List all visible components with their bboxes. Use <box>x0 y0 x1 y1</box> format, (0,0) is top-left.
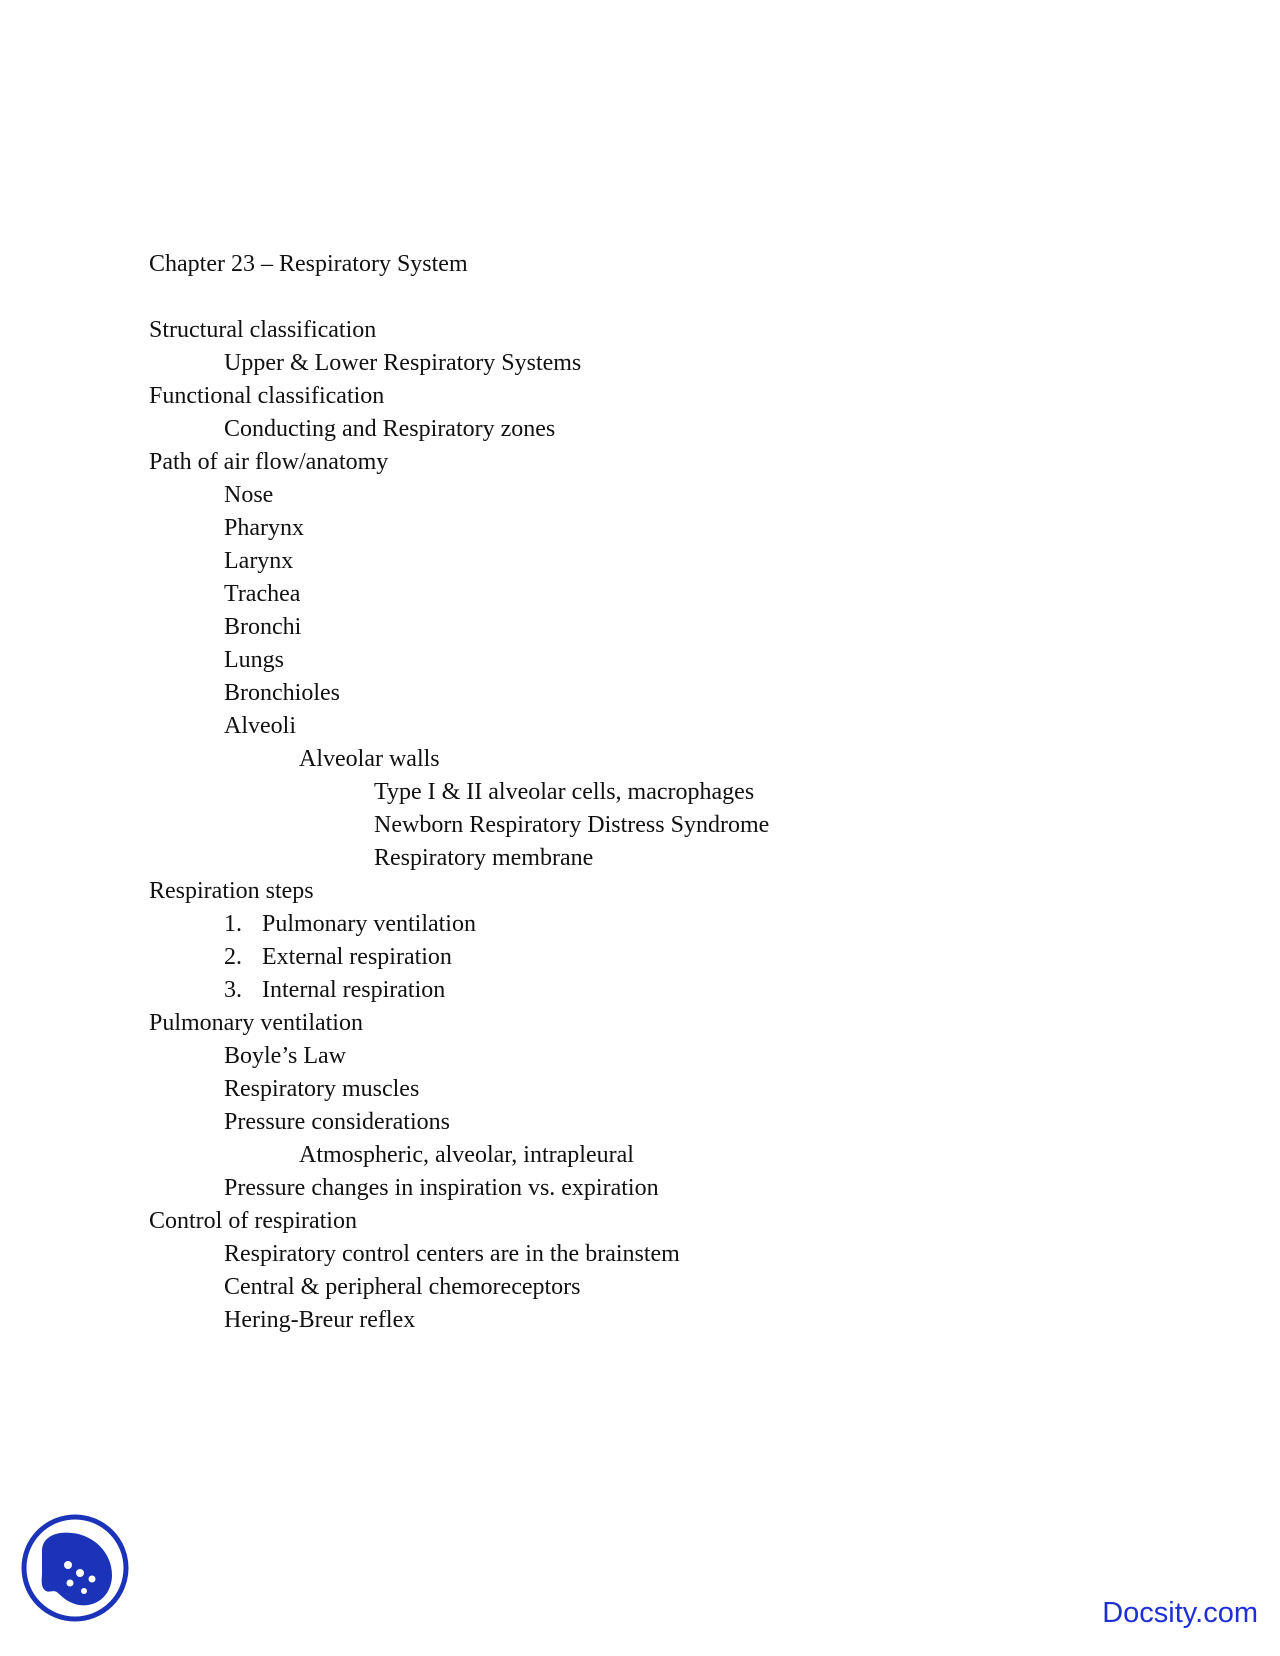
outline-item-text: Respiratory membrane <box>374 845 594 871</box>
outline-item <box>149 1040 769 1073</box>
outline-item-text: Pressure changes in inspiration vs. expiration <box>224 1175 659 1201</box>
docsity-brand-link[interactable]: Docsity.com <box>1102 1597 1258 1629</box>
outline-item <box>149 1007 769 1040</box>
outline-item <box>149 446 769 479</box>
outline-item-text: Pressure considerations <box>224 1109 450 1135</box>
outline-item <box>149 1205 769 1238</box>
outline-item-text: External respiration <box>262 944 452 970</box>
outline-item <box>149 677 769 710</box>
outline-item <box>149 842 769 875</box>
outline-item-text: Functional classification <box>149 383 385 409</box>
outline-item <box>149 1238 769 1271</box>
outline-item <box>149 1106 769 1139</box>
outline-item <box>149 611 769 644</box>
outline-item <box>149 479 769 512</box>
outline-item <box>149 314 769 347</box>
outline-item <box>149 1271 769 1304</box>
outline-item <box>149 545 769 578</box>
outline-item <box>149 380 769 413</box>
outline-item-text: Respiratory control centers are in the brainstem <box>224 1241 680 1267</box>
outline-item-text: Upper & Lower Respiratory Systems <box>224 350 582 376</box>
page-title: Chapter 23 – Respiratory System <box>149 251 468 277</box>
outline-item-text: Pharynx <box>224 515 304 541</box>
list-number: 2. <box>224 944 242 970</box>
outline-item <box>149 743 769 776</box>
outline-item-text: Respiratory muscles <box>224 1076 420 1102</box>
outline-item-text: Structural classification <box>149 317 377 343</box>
docsity-logo-icon[interactable] <box>20 1513 130 1623</box>
list-number: 1. <box>224 911 242 937</box>
outline-item <box>149 1304 769 1337</box>
outline-item <box>149 908 769 941</box>
outline-item-text: Boyle’s Law <box>224 1043 346 1069</box>
outline-item <box>149 347 769 380</box>
outline-item-text: Internal respiration <box>262 977 446 1003</box>
outline-list <box>149 314 769 1337</box>
outline-item-text: Bronchi <box>224 614 302 640</box>
outline-item-text: Trachea <box>224 581 301 607</box>
outline-item-text: Bronchioles <box>224 680 340 706</box>
outline-item <box>149 941 769 974</box>
outline-item <box>149 578 769 611</box>
outline-item <box>149 644 769 677</box>
outline-item-text: Hering-Breur reflex <box>224 1307 416 1333</box>
outline-item-text: Atmospheric, alveolar, intrapleural <box>299 1142 634 1168</box>
outline-item <box>149 809 769 842</box>
outline-item-text: Newborn Respiratory Distress Syndrome <box>374 812 770 838</box>
outline-item-text: Pulmonary ventilation <box>149 1010 363 1036</box>
outline-item-text: Pulmonary ventilation <box>262 911 476 937</box>
outline-item <box>149 875 769 908</box>
outline-item-text: Larynx <box>224 548 294 574</box>
outline-item-text: Control of respiration <box>149 1208 357 1234</box>
outline-item <box>149 776 769 809</box>
outline-item <box>149 1139 769 1172</box>
outline-item <box>149 710 769 743</box>
outline-item-text: Respiration steps <box>149 878 314 904</box>
outline-item <box>149 413 769 446</box>
logo-graphic <box>20 1513 130 1623</box>
outline-item <box>149 1073 769 1106</box>
outline-item <box>149 1172 769 1205</box>
outline-item-text: Conducting and Respiratory zones <box>224 416 556 442</box>
outline-item-text: Central & peripheral chemoreceptors <box>224 1274 581 1300</box>
outline-item <box>149 512 769 545</box>
outline-item <box>149 974 769 1007</box>
outline-item-text: Alveoli <box>224 713 296 739</box>
outline-item-text: Lungs <box>224 647 284 673</box>
outline-item-text: Type I & II alveolar cells, macrophages <box>374 779 755 805</box>
outline-item-text: Alveolar walls <box>299 746 440 772</box>
outline-item-text: Nose <box>224 482 274 508</box>
list-number: 3. <box>224 977 242 1003</box>
outline-item-text: Path of air flow/anatomy <box>149 449 389 475</box>
